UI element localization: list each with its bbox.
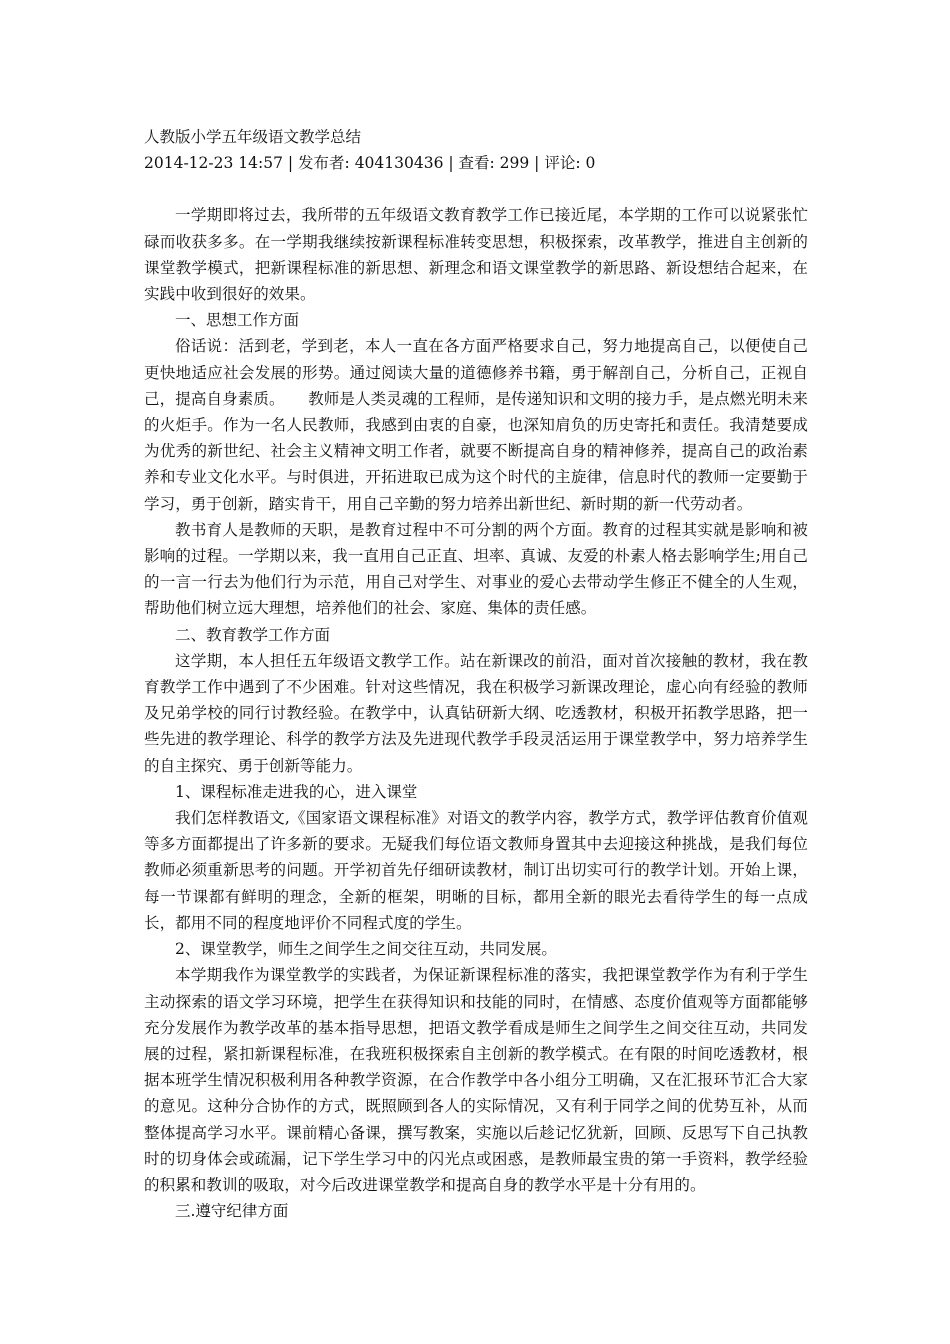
section-heading-3: 三.遵守纪律方面 xyxy=(175,1202,289,1221)
intro-paragraph: 一学期即将过去，我所带的五年级语文教育教学工作已接近尾，本学期的工作可以说紧张忙碌而收获多多。在一学期我继续按新课程标准转变思想，积极探索，改革教学，推进自主创新的课堂教学模式，把新课程标准的新思想、新理念和语文课堂教学的新思路、新设想结合起来，在实践中收到很好的效果。 xyxy=(144,206,808,304)
post-meta: 2014-12-23 14:57 | 发布者: 404130436 | 查看: 299 | 评论: 0 xyxy=(144,154,596,173)
section-heading-2: 二、教育教学工作方面 xyxy=(175,625,331,644)
subsection-heading-2: 2、课堂教学，师生之间学生之间交往互动，共同发展。 xyxy=(175,940,557,959)
body-paragraph: 教书育人是教师的天职，是教育过程中不可分割的两个方面。教育的过程其实就是影响和被影响的过程。一学期以来，我一直用自己正直、坦率、真诚、友爱的朴素人格去影响学生;用自己的一言一行去为他们行为示范，用自己对学生、对事业的爱心去带动学生修正不健全的人生观，帮助他们树立远大理想，培养他们的社会、家庭、集体的责任感。 xyxy=(144,520,808,618)
document-title: 人教版小学五年级语文教学总结 xyxy=(144,128,362,146)
body-paragraph: 我们怎样教语文,《国家语文课程标准》对语文的教学内容，教学方式，教学评估教育价值观等多方面都提出了许多新的要求。无疑我们每位语文教师身置其中去迎接这种挑战，是我们每位教师必须重新思考的问题。开学初首先仔细研读教材，制订出切实可行的教学计划。开始上课，每一节课都有鲜明的理念，全新的框架，明晰的目标，都用全新的眼光去看待学生的每一点成长，都用不同的程度地评价不同程式度的学生。 xyxy=(144,809,808,932)
document-page xyxy=(144,124,808,1224)
section-heading-1: 一、思想工作方面 xyxy=(175,311,300,330)
subsection-heading-1: 1、课程标准走进我的心，进入课堂 xyxy=(175,782,418,801)
body-paragraph: 这学期，本人担任五年级语文教学工作。站在新课改的前沿，面对首次接触的教材，我在教育教学工作中遇到了不少困难。针对这些情况，我在积极学习新课改理论，虚心向有经验的教师及兄弟学校的同行讨教经验。在教学中，认真钻研新大纲、吃透教材，积极开拓教学思路，把一些先进的教学理论、科学的教学方法及先进现代教学手段灵活运用于课堂教学中，努力培养学生的自主探究、勇于创新等能力。 xyxy=(144,651,808,775)
body-paragraph: 俗话说：活到老，学到老，本人一直在各方面严格要求自己，努力地提高自己，以便使自己更快地适应社会发展的形势。通过阅读大量的道德修养书籍，勇于解剖自己，分析自己，正视自己，提高自身素质。 教师是人类灵魂的工程师，是传递知识和文明的接力手，是点燃光明未来的火炬手。作为一名人民教师，我感到由衷的自豪，也深知肩负的历史寄托和责任。我清楚要成为优秀的新世纪、社会主义精神文明工作者，就要不断提高自身的精神修养，提高自己的政治素养和专业文化水平。与时俱进，开拓进取已成为这个时代的主旋律，信息时代的教师一定要勤于学习，勇于创新，踏实肯干，用自己辛勤的努力培养出新世纪、新时期的新一代劳动者。 xyxy=(144,337,808,513)
body-paragraph: 本学期我作为课堂教学的实践者，为保证新课程标准的落实，我把课堂教学作为有利于学生主动探索的语文学习环境，把学生在获得知识和技能的同时，在情感、态度价值观等方面都能够充分发展作为教学改革的基本指导思想，把语文教学看成是师生之间学生之间交往互动，共同发展的过程，紧扣新课程标准，在我班积极探索自主创新的教学模式。在有限的时间吃透教材，根据本班学生情况积极利用各种教学资源，在合作教学中各小组分工明确，又在汇报环节汇合大家的意见。这种分合协作的方式，既照顾到各人的实际情况，又有利于同学之间的优势互补，从而整体提高学习水平。课前精心备课，撰写教案，实施以后趁记忆犹新，回顾、反思写下自己执教时的切身体会或疏漏，记下学生学习中的闪光点或困惑，是教师最宝贵的第一手资料，教学经验的积累和教训的吸取，对今后改进课堂教学和提高自身的教学水平是十分有用的。 xyxy=(144,966,808,1194)
blank-line xyxy=(144,176,808,202)
